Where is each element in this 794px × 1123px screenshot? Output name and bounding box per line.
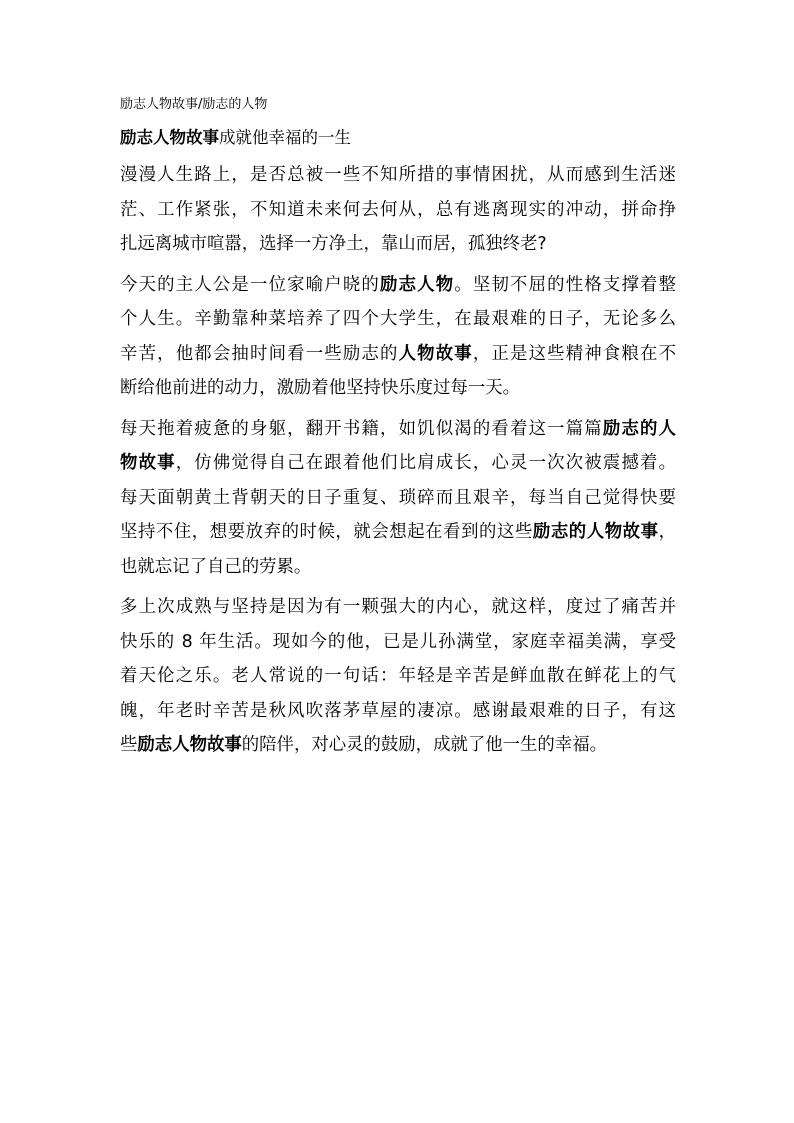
paragraph — [120, 158, 676, 262]
text-line — [120, 337, 676, 372]
title-bold-keyword: 励志人物故事 — [120, 128, 219, 147]
text-line — [120, 515, 676, 550]
bold-keyword: 物故事 — [120, 453, 176, 473]
document-title — [120, 126, 351, 150]
text-line — [120, 268, 676, 303]
document-label: 励志人物故事/励志的人物 — [120, 97, 268, 112]
text-run: 茫、工作紧张，不知道未来何去何从，总有逃离现实的冲动，拼命挣 — [120, 199, 676, 220]
text-run: 坚持不住，想要放弃的时候，就会想起在看到的这些 — [120, 522, 533, 542]
bold-keyword: 励志人物 — [380, 274, 455, 295]
bold-keyword: 人物故事 — [398, 343, 473, 364]
text-run: ，正是这些精神食粮在不 — [472, 343, 676, 364]
text-line — [120, 193, 676, 228]
paragraph — [120, 268, 676, 406]
text-run: 个人生。辛勤靠种菜培养了四个大学生，在最艰难的日子，无论多么 — [120, 309, 676, 329]
text-line — [120, 371, 676, 406]
text-line — [120, 227, 676, 262]
text-line — [120, 590, 676, 625]
text-run: 魄，年老时辛苦是秋风吹落茅草屋的凄凉。感谢最艰难的日子，有这 — [120, 700, 676, 721]
paragraph — [120, 590, 676, 763]
text-line — [120, 550, 676, 585]
bold-keyword: 励志的人 — [602, 418, 676, 439]
title-rest: 成就他幸福的一生 — [219, 128, 351, 147]
text-run: 的陪伴，对心灵的鼓励，成就了他一生的幸福。 — [241, 735, 607, 755]
text-line — [120, 302, 676, 337]
text-line — [120, 158, 676, 193]
text-run: 。坚韧不屈的性格支撑着整 — [454, 274, 676, 295]
text-line — [120, 728, 676, 763]
text-line — [120, 412, 676, 447]
text-run: 断给他前进的动力，激励着他坚持快乐度过每一天。 — [120, 378, 520, 398]
text-line — [120, 481, 676, 516]
text-line — [120, 625, 676, 660]
text-line — [120, 446, 676, 481]
text-run: 也就忘记了自己的劳累。 — [120, 556, 312, 577]
text-run: 扎远离城市喧嚣，选择一方净土，靠山而居，孤独终老? — [120, 234, 547, 254]
paragraph — [120, 412, 676, 585]
text-run: 每天面朝黄土背朝天的日子重复、琐碎而且艰辛，每当自己觉得快要 — [120, 487, 676, 508]
text-run: 多上次成熟与坚持是因为有一颗强大的内心，就这样，度过了痛苦并 — [120, 597, 676, 617]
text-run: 今天的主人公是一位家喻户晓的 — [120, 274, 380, 295]
text-run: 快乐的 8 年生活。现如今的他，已是儿孙满堂，家庭幸福美满，享受 — [120, 631, 676, 652]
bold-keyword: 励志的人物故事 — [532, 522, 659, 542]
text-line — [120, 659, 676, 694]
text-run: 漫漫人生路上，是否总被一些不知所措的事情困扰，从而感到生活迷 — [120, 165, 676, 185]
article-body — [120, 158, 676, 769]
text-run: 些 — [120, 735, 138, 755]
text-run: 着天伦之乐。老人常说的一句话：年轻是辛苦是鲜血散在鲜花上的气 — [120, 666, 676, 686]
text-run: 每天拖着疲惫的身躯，翻开书籍，如饥似渴的看着这一篇篇 — [120, 418, 603, 439]
text-run: 辛苦，他都会抽时间看一些励志的 — [120, 343, 399, 364]
text-run: ，仿佛觉得自己在跟着他们比肩成长，心灵一次次被震撼着。 — [175, 453, 676, 473]
text-line — [120, 694, 676, 729]
bold-keyword: 励志人物故事 — [137, 735, 242, 755]
text-run: ， — [658, 522, 676, 542]
